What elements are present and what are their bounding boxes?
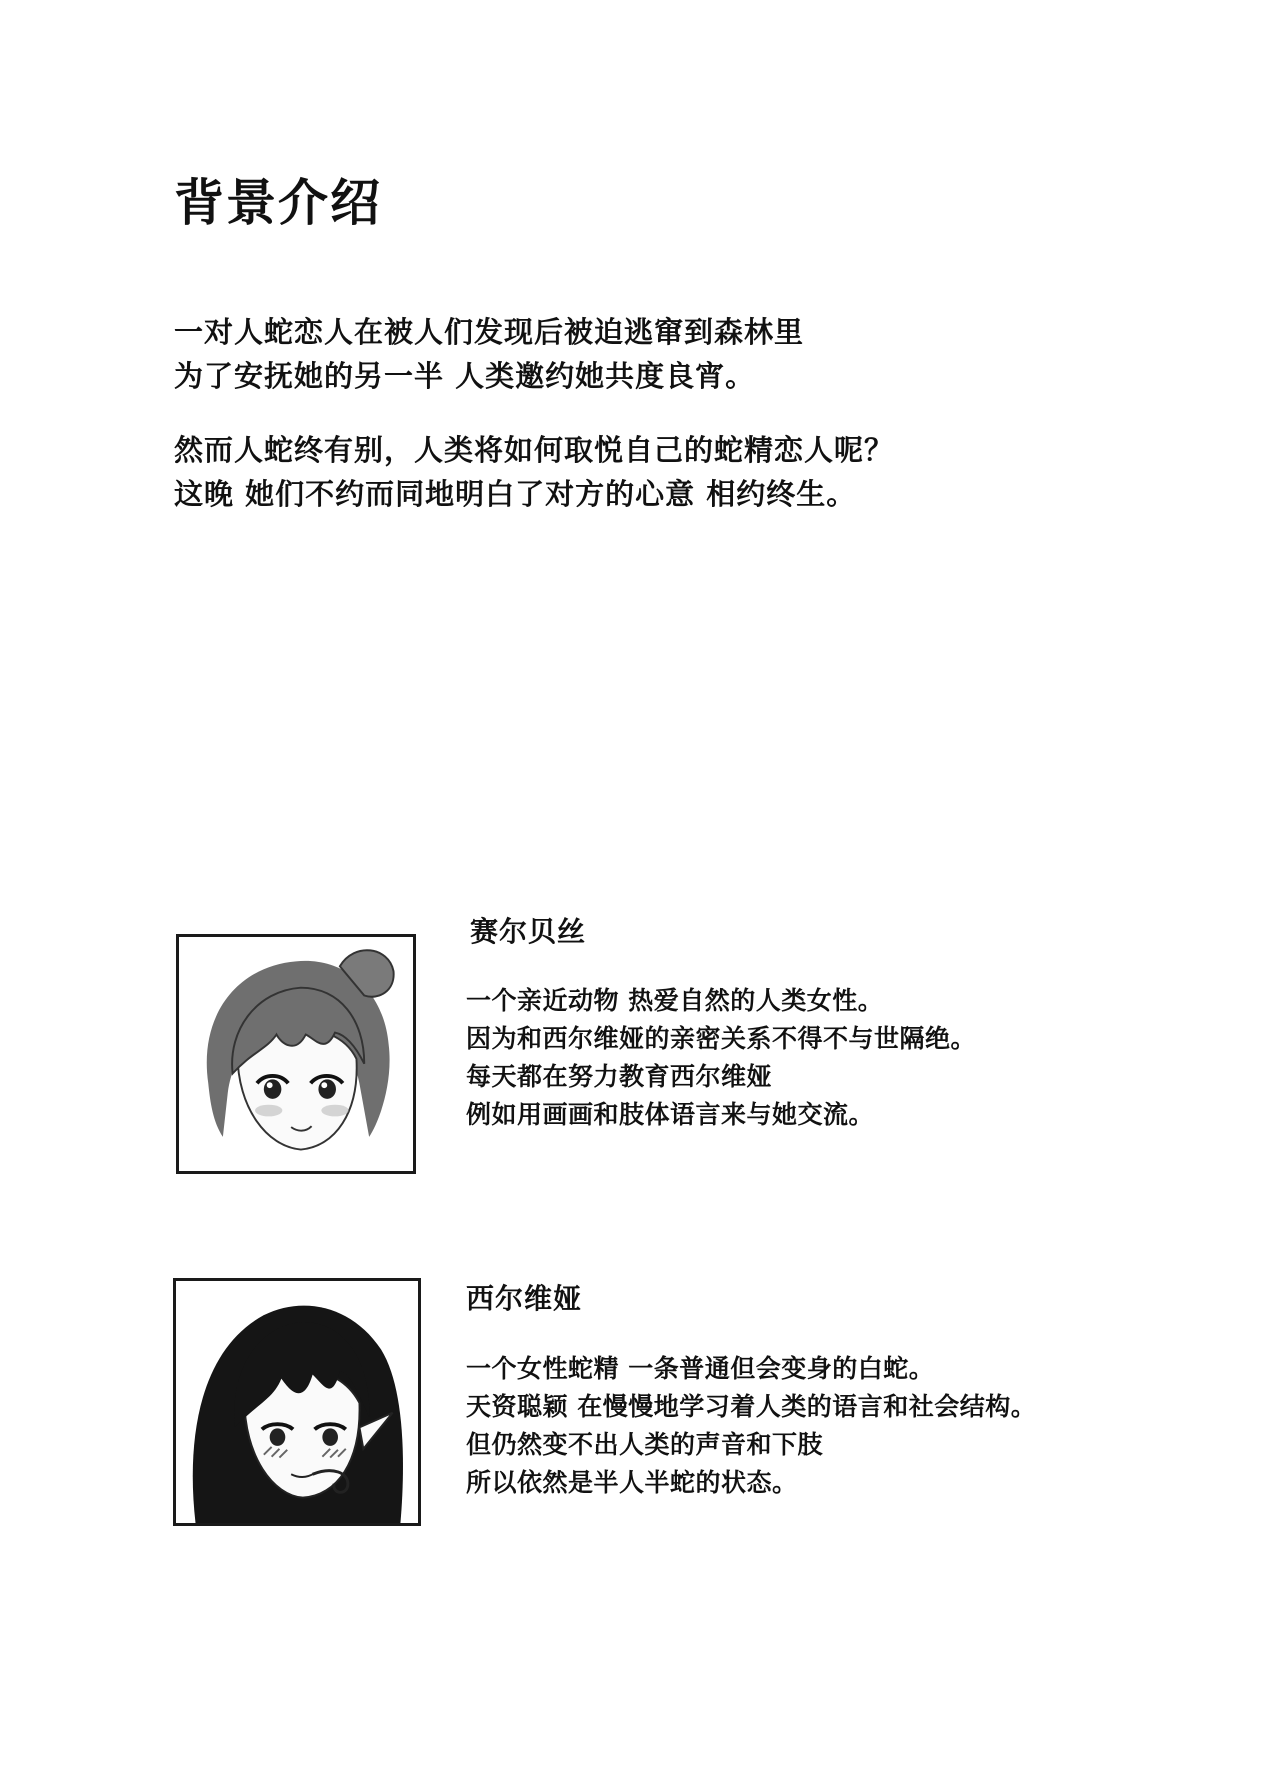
long-haired-snake-girl-portrait-icon [173, 1278, 421, 1526]
character-description [466, 1350, 1036, 1502]
character-name: 赛尔贝丝 [470, 915, 587, 948]
character-description-line: 但仍然变不出人类的声音和下肢 [466, 1430, 824, 1459]
character-description-line: 例如用画画和肢体语言来与她交流。 [466, 1100, 875, 1129]
character-description-line: 每天都在努力教育西尔维娅 [466, 1062, 773, 1091]
page-title: 背景介绍 [174, 174, 382, 232]
intro-line: 这晚 她们不约而同地明白了对方的心意 相约终生。 [174, 477, 857, 511]
character-name: 西尔维娅 [466, 1282, 583, 1315]
character-description-line: 一个亲近动物 热爱自然的人类女性。 [466, 986, 884, 1015]
short-haired-girl-portrait-icon [176, 934, 416, 1174]
intro-paragraph-2 [174, 428, 894, 516]
character-description [466, 982, 976, 1134]
intro-line: 然而人蛇终有别，人类将如何取悦自己的蛇精恋人呢？ [174, 433, 895, 467]
intro-line: 一对人蛇恋人在被人们发现后被迫逃窜到森林里 [174, 315, 805, 349]
character-description-line: 因为和西尔维娅的亲密关系不得不与世隔绝。 [466, 1024, 977, 1053]
character-description-line: 一个女性蛇精 一条普通但会变身的白蛇。 [466, 1354, 935, 1383]
intro-line: 为了安抚她的另一半 人类邀约她共度良宵。 [174, 359, 756, 393]
character-description-line: 天资聪颖 在慢慢地学习着人类的语言和社会结构。 [466, 1392, 1037, 1421]
intro-paragraph-1 [174, 310, 804, 398]
character-description-line: 所以依然是半人半蛇的状态。 [466, 1468, 798, 1497]
